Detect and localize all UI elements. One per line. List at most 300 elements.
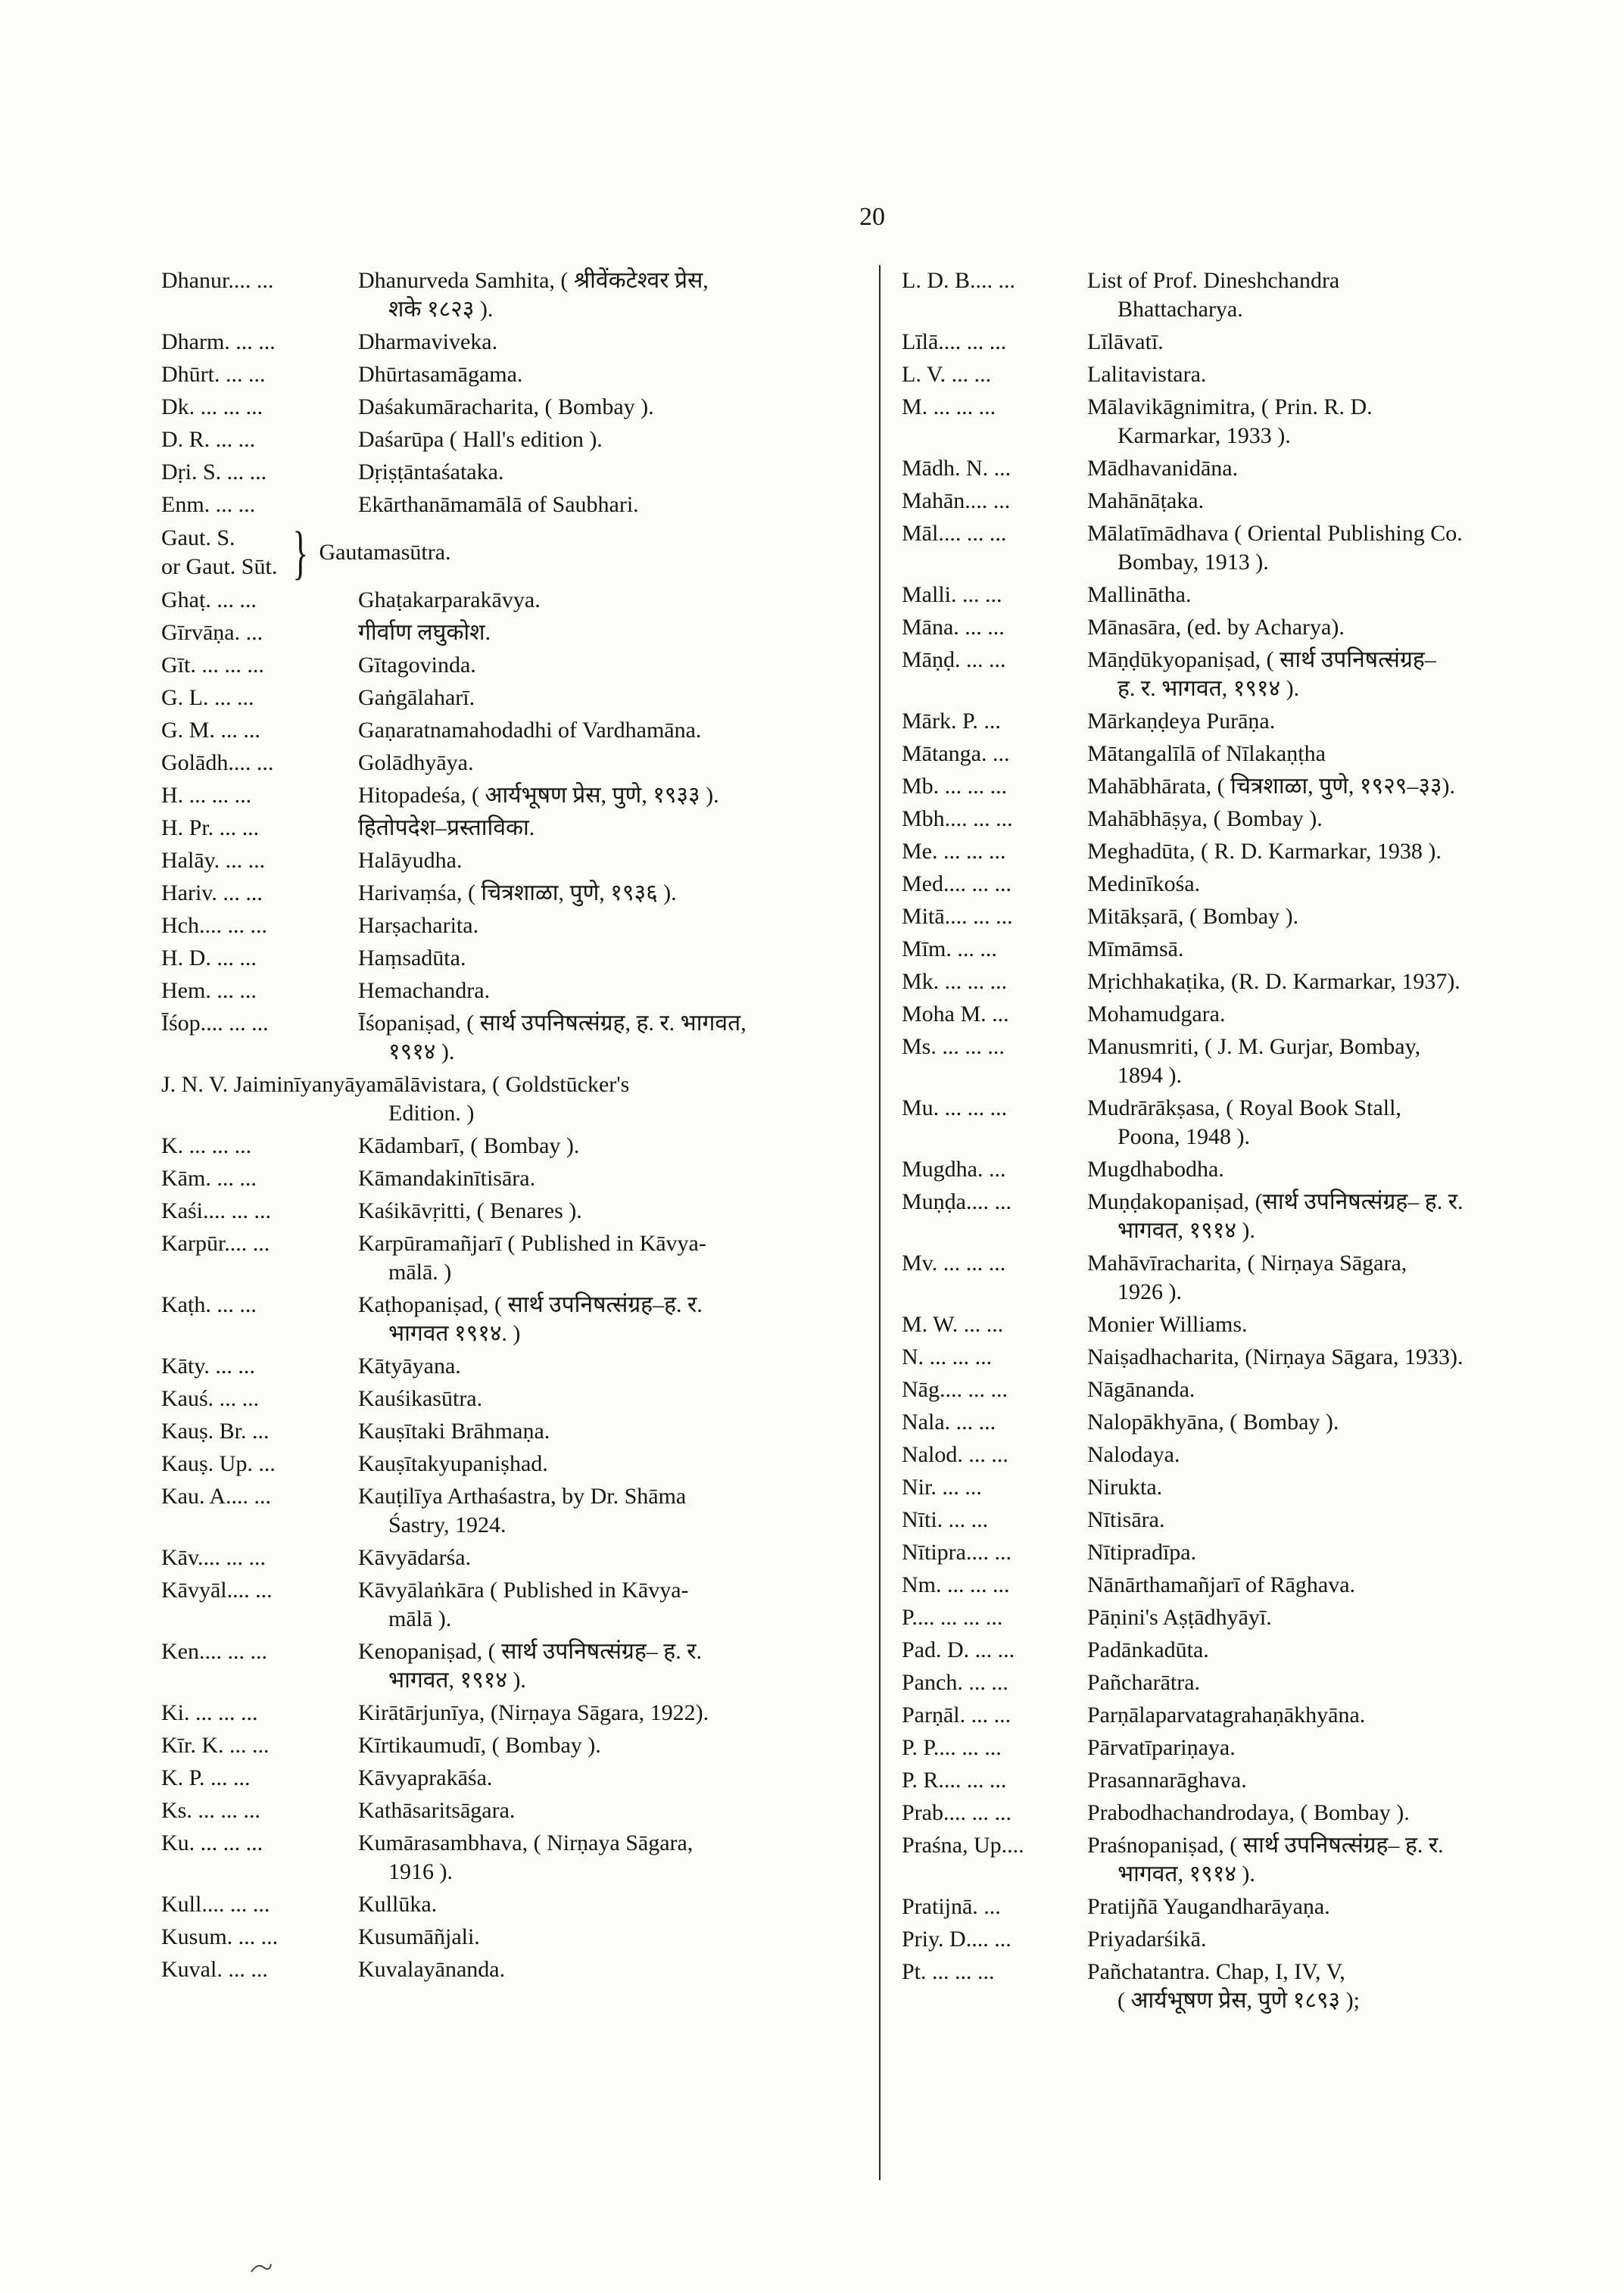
entry-description: Pāṇini's Aṣṭādhyāyī. bbox=[1087, 1605, 1272, 1630]
entry-abbr: Īśop.... ... ... bbox=[161, 1011, 269, 1036]
entry-description-block bbox=[1087, 1668, 1598, 1697]
entry-row bbox=[902, 1249, 1598, 1307]
entry-description-block bbox=[358, 1955, 843, 1984]
ink-mark-icon bbox=[250, 2260, 273, 2275]
entry-continuation: mālā. ) bbox=[388, 1260, 452, 1285]
entry-description: Mudrārākṣasa, ( Royal Book Stall, bbox=[1087, 1095, 1401, 1120]
entry-row bbox=[161, 618, 843, 647]
entry-description: Nītisāra. bbox=[1087, 1507, 1165, 1532]
entry-description: Mahābhārata, ( चित्रशाळा, पुणे, १९२९–३३). bbox=[1087, 774, 1456, 799]
entry-row bbox=[161, 1890, 843, 1919]
entry-abbr: Mitā.... ... ... bbox=[902, 904, 1013, 929]
entry-abbr: Nalod. ... ... bbox=[902, 1442, 1008, 1467]
entry-description: Īśopaniṣad, ( सार्थ उपनिषत्संग्रह, ह. र. भागवत, bbox=[358, 1011, 747, 1036]
entry-abbr: Ki. ... ... ... bbox=[161, 1700, 258, 1725]
entry-description: List of Prof. Dineshchandra bbox=[1087, 268, 1340, 293]
entry-row bbox=[902, 805, 1598, 833]
entry-description: Mṛichhakaṭika, (R. D. Karmarkar, 1937). bbox=[1087, 969, 1460, 994]
entry-abbr: Gaut. S. bbox=[161, 525, 235, 550]
entry-description-block bbox=[358, 1576, 843, 1634]
entry-description-block bbox=[358, 1699, 843, 1728]
entry-abbr: Kauṣ. Br. ... bbox=[161, 1419, 270, 1444]
entry-description-block bbox=[358, 1009, 843, 1067]
entry-row bbox=[902, 1375, 1598, 1404]
entry-abbr: Nm. ... ... ... bbox=[902, 1572, 1010, 1597]
entry-abbr: Ken.... ... ... bbox=[161, 1639, 267, 1664]
entry-description-block bbox=[1087, 707, 1598, 736]
entry-abbr: Nīti. ... ... bbox=[902, 1507, 989, 1532]
entry-description: Naiṣadhacharita, (Nirṇaya Sāgara, 1933). bbox=[1087, 1344, 1463, 1369]
entry-description: Mitākṣarā, ( Bombay ). bbox=[1087, 904, 1299, 929]
entry-continuation: ह. र. भागवत, १९१४ ). bbox=[1117, 676, 1300, 701]
entry-abbr: Me. ... ... ... bbox=[902, 839, 1006, 864]
entry-description-block bbox=[358, 360, 843, 389]
entry-row bbox=[902, 1094, 1598, 1151]
entry-row bbox=[902, 1668, 1598, 1697]
entry-abbr: Mārk. P. ... bbox=[902, 709, 1001, 734]
entry-abbr: Gīrvāṇa. ... bbox=[161, 620, 263, 645]
entry-description-block bbox=[1087, 1734, 1598, 1762]
entry-row bbox=[161, 1132, 843, 1161]
entry-description: Nītipradīpa. bbox=[1087, 1540, 1197, 1565]
entry-continuation: भागवत, १९१४ ). bbox=[388, 1668, 526, 1693]
entry-description-block bbox=[1087, 1249, 1598, 1307]
entry-abbr: Kīr. K. ... ... bbox=[161, 1733, 270, 1758]
entry-row bbox=[902, 1701, 1598, 1730]
entry-row bbox=[161, 1385, 843, 1413]
entry-description-block bbox=[1087, 1925, 1598, 1954]
entry-continuation: Śastry, 1924. bbox=[388, 1513, 507, 1537]
entry-abbr: P. P.... ... ... bbox=[902, 1735, 1002, 1760]
entry-description-block bbox=[1087, 613, 1598, 642]
entry-description-block bbox=[358, 1923, 843, 1952]
entry-abbr: Praśna, Up.... bbox=[902, 1833, 1024, 1858]
entry-description: Dharmaviveka. bbox=[358, 329, 498, 354]
entry-description: Harṣacharita. bbox=[358, 913, 479, 938]
entry-description-block bbox=[358, 266, 843, 324]
entry-row bbox=[902, 1441, 1598, 1469]
entry-abbr: Ms. ... ... ... bbox=[902, 1034, 1005, 1059]
entry-description: Mahābhāṣya, ( Bombay ). bbox=[1087, 806, 1323, 831]
entry-abbr: Med.... ... ... bbox=[902, 871, 1011, 896]
entry-row bbox=[161, 1637, 843, 1695]
entry-row bbox=[902, 1033, 1598, 1090]
entry-abbr: Līlā.... ... ... bbox=[902, 329, 1007, 354]
entry-abbr: Pt. ... ... ... bbox=[902, 1959, 995, 1984]
entry-abbr: Nītipra.... ... bbox=[902, 1540, 1011, 1565]
entry-description-block bbox=[358, 425, 843, 454]
entry-abbr: Mīm. ... ... bbox=[902, 936, 997, 961]
entry-row bbox=[902, 707, 1598, 736]
entry-description-block bbox=[1087, 1094, 1598, 1151]
entry-description-block bbox=[358, 944, 843, 973]
entry-row bbox=[161, 1829, 843, 1886]
entry-abbr: P. R.... ... ... bbox=[902, 1768, 1007, 1793]
entry-description: Mādhavanidāna. bbox=[1087, 456, 1239, 481]
entry-row bbox=[161, 1009, 843, 1067]
entry-row bbox=[902, 1925, 1598, 1954]
entry-description: Mīmāmsā. bbox=[1087, 936, 1184, 961]
entry-abbr: Nir. ... ... bbox=[902, 1475, 982, 1500]
entry-description: Dhanurveda Samhita, ( श्रीवेंकटेश्वर प्रेस, bbox=[358, 268, 709, 293]
entry-description: Gautamasūtra. bbox=[319, 540, 451, 565]
entry-description-block bbox=[358, 977, 843, 1005]
entry-abbr: Māna. ... ... bbox=[902, 615, 1005, 640]
entry-abbr: Dhanur.... ... bbox=[161, 268, 274, 293]
entry-abbr: Muṇḍa.... ... bbox=[902, 1189, 1011, 1214]
entry-description-block bbox=[358, 1229, 843, 1287]
entry-abbr: Kāv.... ... ... bbox=[161, 1545, 267, 1570]
entry-row bbox=[902, 1571, 1598, 1600]
entry-row bbox=[902, 1506, 1598, 1534]
entry-description-block bbox=[1087, 1188, 1598, 1245]
entry-row bbox=[902, 519, 1598, 577]
entry-row bbox=[161, 1417, 843, 1446]
entry-abbr: K. P. ... ... bbox=[161, 1765, 251, 1790]
entry-row bbox=[161, 393, 843, 422]
entry-description-block bbox=[358, 1829, 843, 1886]
entry-abbr: Kuval. ... ... bbox=[161, 1957, 268, 1982]
entry-description: Kathāsaritsāgara. bbox=[358, 1798, 516, 1823]
entry-description: Mārkaṇḍeya Purāṇa. bbox=[1087, 709, 1276, 734]
entry-abbr: Prab.... ... ... bbox=[902, 1800, 1011, 1825]
entry-description-block bbox=[1087, 1343, 1598, 1372]
entry-abbr: Kām. ... ... bbox=[161, 1166, 257, 1191]
entry-continuation: शके १८२३ ). bbox=[388, 297, 494, 322]
entry-row bbox=[161, 1352, 843, 1381]
entry-description: Halāyudha. bbox=[358, 848, 463, 873]
entry-description-block bbox=[1087, 1799, 1598, 1827]
entry-abbr: Ks. ... ... ... bbox=[161, 1798, 260, 1823]
entry-description-block bbox=[1087, 1408, 1598, 1437]
entry-abbr: Mbh.... ... ... bbox=[902, 806, 1013, 831]
entry-row bbox=[902, 1188, 1598, 1245]
entry-description-block bbox=[1087, 1033, 1598, 1090]
entry-abbr: Ku. ... ... ... bbox=[161, 1830, 263, 1855]
entry-abbr: Hch.... ... ... bbox=[161, 913, 267, 938]
entry-row bbox=[161, 266, 843, 324]
entry-row bbox=[161, 814, 843, 843]
entry-row bbox=[902, 581, 1598, 609]
entry-abbr: H. D. ... ... bbox=[161, 946, 257, 970]
entry-continuation: ( आर्यभूषण प्रेस, पुणे १८९३ ); bbox=[1117, 1988, 1360, 2013]
entry-description-block bbox=[358, 1291, 843, 1348]
entry-abbr: Moha M. ... bbox=[902, 1002, 1009, 1027]
entry-description: Kāvyālaṅkāra ( Published in Kāvya- bbox=[358, 1578, 689, 1603]
entry-description: Pratijñā Yaugandharāyaṇa. bbox=[1087, 1894, 1330, 1919]
entry-description: Meghadūta, ( R. D. Karmarkar, 1938 ). bbox=[1087, 839, 1442, 864]
entry-description-block bbox=[358, 491, 843, 519]
entry-description: Kāvyaprakāśa. bbox=[358, 1765, 493, 1790]
entry-abbr: Dk. ... ... ... bbox=[161, 394, 263, 419]
entry-abbr: K. ... ... ... bbox=[161, 1133, 252, 1158]
entry-description-block bbox=[358, 716, 843, 745]
entry-row bbox=[902, 1408, 1598, 1437]
entry-description-block bbox=[358, 1417, 843, 1446]
entry-continuation: Bhattacharya. bbox=[1117, 297, 1243, 322]
entry-abbr: Dṛi. S. ... ... bbox=[161, 460, 267, 484]
entry-description-block bbox=[1087, 1155, 1598, 1184]
entry-row bbox=[902, 1000, 1598, 1029]
entry-description: Golādhyāya. bbox=[358, 750, 474, 775]
entry-description: Nirukta. bbox=[1087, 1475, 1163, 1500]
entry-description: हितोपदेश–प्रस्ताविका. bbox=[358, 815, 535, 840]
entry-row bbox=[161, 911, 843, 940]
entry-description: Gaṇaratnamahodadhi of Vardhamāna. bbox=[358, 718, 702, 743]
entry-row bbox=[161, 328, 843, 357]
curly-brace-icon: } bbox=[292, 519, 309, 585]
entry-row bbox=[902, 1799, 1598, 1827]
entry-abbr: M. ... ... ... bbox=[902, 394, 996, 419]
entry-description: Kauṣītakyupaniṣhad. bbox=[358, 1451, 548, 1476]
entry-continuation: Karmarkar, 1933 ). bbox=[1117, 423, 1291, 448]
entry-description: Nānārthamañjarī of Rāghava. bbox=[1087, 1572, 1356, 1597]
entry-description-block bbox=[1087, 1441, 1598, 1469]
entry-description-block bbox=[358, 684, 843, 712]
entry-description: Harivaṃśa, ( चित्रशाळा, पुणे, १९३६ ). bbox=[358, 880, 677, 905]
entry-row bbox=[161, 360, 843, 389]
entry-description-block bbox=[1087, 1701, 1598, 1730]
entry-abbr: Enm. ... ... bbox=[161, 492, 256, 517]
entry-description-block bbox=[1087, 1636, 1598, 1665]
entry-abbr: Dhūrt. ... ... bbox=[161, 362, 266, 387]
entry-row bbox=[902, 646, 1598, 703]
entry-continuation: 1894 ). bbox=[1117, 1063, 1182, 1088]
entry-description-block bbox=[1087, 1831, 1598, 1889]
entry-description: Hitopadeśa, ( आर्यभूषण प्रेस, पुणे, १९३३ ). bbox=[358, 783, 719, 808]
entry-abbr: M. W. ... ... bbox=[902, 1312, 1004, 1337]
entry-description: Nalopākhyāna, ( Bombay ). bbox=[1087, 1410, 1339, 1435]
entry-row bbox=[902, 393, 1598, 450]
entry-abbr: G. L. ... ... bbox=[161, 685, 254, 710]
entry-description: Muṇḍakopaniṣad, (सार्थ उपनिषत्संग्रह– ह. र. bbox=[1087, 1189, 1463, 1214]
entry-row bbox=[902, 967, 1598, 996]
entry-abbr: Mugdha. ... bbox=[902, 1157, 1006, 1182]
entry-description: Kātyāyana. bbox=[358, 1354, 461, 1379]
entry-description: Kaṭhopaniṣad, ( सार्थ उपनिषत्संग्रह–ह. र. bbox=[358, 1292, 703, 1317]
entry-description: Mahānāṭaka. bbox=[1087, 488, 1205, 513]
entry-description: Pañcharātra. bbox=[1087, 1670, 1201, 1695]
entry-description-block bbox=[1087, 1766, 1598, 1795]
entry-description: Lalitavistara. bbox=[1087, 362, 1207, 387]
entry-row bbox=[902, 1831, 1598, 1889]
left-column bbox=[161, 266, 843, 1988]
entry-description: Kusumāñjali. bbox=[358, 1924, 480, 1949]
entry-row bbox=[161, 1699, 843, 1728]
entry-description: Pārvatīpariṇaya. bbox=[1087, 1735, 1236, 1760]
entry-description-block bbox=[358, 1796, 843, 1825]
entry-description: Mallinātha. bbox=[1087, 582, 1192, 607]
entry-description-block bbox=[1087, 1506, 1598, 1534]
entry-continuation: mālā ). bbox=[388, 1606, 452, 1631]
entry-abbr: Kusum. ... ... bbox=[161, 1924, 279, 1949]
entry-description-block bbox=[1087, 487, 1598, 516]
entry-description-block bbox=[358, 1482, 843, 1540]
entry-description: Mālavikāgnimitra, ( Prin. R. D. bbox=[1087, 394, 1373, 419]
entry-description-block bbox=[1087, 740, 1598, 768]
entry-row bbox=[161, 425, 843, 454]
entry-description-block bbox=[1087, 1310, 1598, 1339]
entry-abbr: Hem. ... ... bbox=[161, 978, 257, 1003]
entry-row bbox=[161, 586, 843, 615]
entry-description: Nalodaya. bbox=[1087, 1442, 1180, 1467]
entry-description: Karpūramañjarī ( Published in Kāvya- bbox=[358, 1231, 706, 1256]
entry-description: Gaṅgālaharī. bbox=[358, 685, 475, 710]
entry-description: Pañchatantra. Chap, I, IV, V, bbox=[1087, 1959, 1345, 1984]
entry-text: J. N. V. Jaiminīyanyāyamālāvistara, ( Goldstūcker's bbox=[161, 1072, 630, 1097]
entry-description: Kenopaniṣad, ( सार्थ उपनिषत्संग्रह– ह. र. bbox=[358, 1639, 702, 1664]
entry-row bbox=[161, 977, 843, 1005]
entry-row bbox=[902, 902, 1598, 931]
entry-continuation: 1916 ). bbox=[388, 1859, 453, 1884]
entry-description: Kullūka. bbox=[358, 1892, 438, 1917]
entry-description-block bbox=[358, 1764, 843, 1793]
entry-description-block bbox=[358, 846, 843, 875]
entry-row bbox=[161, 1576, 843, 1634]
entry-description: Parṇālaparvatagrahaṇākhyāna. bbox=[1087, 1703, 1366, 1728]
entry-description-block bbox=[358, 814, 843, 843]
entry-row bbox=[902, 1734, 1598, 1762]
entry-abbr: Nala. ... ... bbox=[902, 1410, 996, 1435]
entry-description: Ghaṭakarparakāvya. bbox=[358, 587, 541, 612]
entry-row bbox=[902, 613, 1598, 642]
page-number: 20 bbox=[859, 203, 885, 231]
entry-row bbox=[161, 749, 843, 777]
entry-description-block bbox=[358, 586, 843, 615]
entry-row bbox=[161, 1291, 843, 1348]
entry-description-block bbox=[358, 651, 843, 680]
entry-description-block bbox=[358, 911, 843, 940]
entry-row bbox=[161, 458, 843, 487]
entry-row bbox=[902, 740, 1598, 768]
entry-row bbox=[161, 684, 843, 712]
entry-abbr: L. D. B.... ... bbox=[902, 268, 1015, 293]
entry-description: Kāmandakinītisāra. bbox=[358, 1166, 536, 1191]
entry-description-block bbox=[1087, 393, 1598, 450]
entry-abbr: Kāty. ... ... bbox=[161, 1354, 255, 1379]
entry-description: Haṃsadūta. bbox=[358, 946, 466, 970]
entry-row bbox=[161, 1955, 843, 1984]
entry-abbr: Hariv. ... ... bbox=[161, 880, 263, 905]
entry-abbr: P.... ... ... ... bbox=[902, 1605, 1003, 1630]
entry-description: Māṇḍūkyopaniṣad, ( सार्थ उपनिषत्संग्रह– bbox=[1087, 647, 1436, 672]
entry-abbr: Parṇāl. ... ... bbox=[902, 1703, 1011, 1728]
entry-description: Prabodhachandrodaya, ( Bombay ). bbox=[1087, 1800, 1410, 1825]
entry-description: Mālatīmādhava ( Oriental Publishing Co. bbox=[1087, 521, 1463, 546]
entry-continuation: 1926 ). bbox=[1117, 1279, 1182, 1304]
entry-continuation: Bombay, 1913 ). bbox=[1117, 550, 1269, 575]
entry-row bbox=[902, 360, 1598, 389]
entry-description: गीर्वाण लघुकोश. bbox=[358, 620, 491, 645]
entry-description-block bbox=[358, 1164, 843, 1193]
entry-description-block bbox=[1087, 328, 1598, 357]
entry-description-block bbox=[1087, 870, 1598, 899]
right-column bbox=[902, 266, 1598, 2019]
entry-row bbox=[161, 879, 843, 908]
entry-description: Kuvalayānanda. bbox=[358, 1957, 506, 1982]
entry-description: Priyadarśikā. bbox=[1087, 1927, 1207, 1952]
entry-row bbox=[902, 1603, 1598, 1632]
entry-description: Mugdhabodha. bbox=[1087, 1157, 1224, 1182]
entry-row bbox=[902, 1538, 1598, 1567]
entry-description: Mātangalīlā of Nīlakaṇṭha bbox=[1087, 741, 1326, 766]
column-divider bbox=[879, 265, 881, 2180]
entry-row bbox=[161, 1544, 843, 1572]
entry-abbr: Mv. ... ... ... bbox=[902, 1251, 1006, 1276]
entry-description-block bbox=[358, 1132, 843, 1161]
entry-abbr: Priy. D.... ... bbox=[902, 1927, 1011, 1952]
entry-continuation: भागवत १९१४. ) bbox=[388, 1321, 521, 1346]
entry-abbr: Gīt. ... ... ... bbox=[161, 653, 264, 678]
entry-row bbox=[902, 1155, 1598, 1184]
entry-abbr: Māl.... ... ... bbox=[902, 521, 1007, 546]
entry-abbr: Mādh. N. ... bbox=[902, 456, 1011, 481]
entry-description: Medinīkośa. bbox=[1087, 871, 1201, 896]
entry-row bbox=[161, 1796, 843, 1825]
entry-row bbox=[902, 1636, 1598, 1665]
entry-abbr: Mb. ... ... ... bbox=[902, 774, 1008, 799]
entry-description-block bbox=[1087, 935, 1598, 964]
entry-description: Dhūrtasamāgama. bbox=[358, 362, 523, 387]
entry-description-block bbox=[1087, 1000, 1598, 1029]
entry-description-block bbox=[358, 1352, 843, 1381]
entry-abbr: Malli. ... ... bbox=[902, 582, 1002, 607]
entry-description-block bbox=[358, 328, 843, 357]
entry-description-block bbox=[358, 393, 843, 422]
entry-abbr: Kauś. ... ... bbox=[161, 1386, 260, 1411]
entry-description: Kāvyādarśa. bbox=[358, 1545, 472, 1570]
entry-abbr: Mu. ... ... ... bbox=[902, 1095, 1008, 1120]
entry-description: Daśakumāracharita, ( Bombay ). bbox=[358, 394, 654, 419]
entry-description: Līlāvatī. bbox=[1087, 329, 1164, 354]
entry-continuation: Edition. ) bbox=[388, 1101, 475, 1126]
entry-row bbox=[902, 487, 1598, 516]
entry-continuation: भागवत, १९१४ ). bbox=[1117, 1218, 1255, 1243]
entry-abbr: Pad. D. ... ... bbox=[902, 1637, 1015, 1662]
entry-row bbox=[161, 1164, 843, 1193]
entry-description: Kīrtikaumudī, ( Bombay ). bbox=[358, 1733, 601, 1758]
entry-abbr: Kaṭh. ... ... bbox=[161, 1292, 257, 1317]
entry-row bbox=[902, 870, 1598, 899]
entry-row bbox=[161, 1764, 843, 1793]
entry-abbr: Māṇḍ. ... ... bbox=[902, 647, 1006, 672]
entry-abbr: Kau. A.... ... bbox=[161, 1484, 271, 1509]
bracket-entry-gautama bbox=[161, 519, 843, 585]
entry-description-block bbox=[1087, 1375, 1598, 1404]
entry-description-block bbox=[1087, 772, 1598, 801]
entry-row bbox=[161, 491, 843, 519]
entry-description: Gītagovinda. bbox=[358, 653, 476, 678]
entry-abbr: L. V. ... ... bbox=[902, 362, 992, 387]
entry-description: Kaśikāvṛitti, ( Benares ). bbox=[358, 1198, 582, 1223]
entry-description-block bbox=[1087, 805, 1598, 833]
entry-row bbox=[161, 1229, 843, 1287]
entry-description-block bbox=[358, 1544, 843, 1572]
entry-description-block bbox=[1087, 1538, 1598, 1567]
entry-description-block bbox=[1087, 360, 1598, 389]
entry-description-block bbox=[358, 1890, 843, 1919]
entry-abbr: Mk. ... ... ... bbox=[902, 969, 1008, 994]
entry-abbr: Kauṣ. Up. ... bbox=[161, 1451, 276, 1476]
entry-description: Mahāvīracharita, ( Nirṇaya Sāgara, bbox=[1087, 1251, 1407, 1276]
entry-description: Mohamudgara. bbox=[1087, 1002, 1226, 1027]
entry-abbr: Kaśi.... ... ... bbox=[161, 1198, 271, 1223]
entry-row bbox=[902, 772, 1598, 801]
entry-description: Kauṭilīya Arthaśastra, by Dr. Shāma bbox=[358, 1484, 687, 1509]
entry-description-block bbox=[1087, 837, 1598, 866]
entry-row bbox=[902, 1310, 1598, 1339]
entry-description: Ekārthanāmamālā of Saubhari. bbox=[358, 492, 639, 517]
